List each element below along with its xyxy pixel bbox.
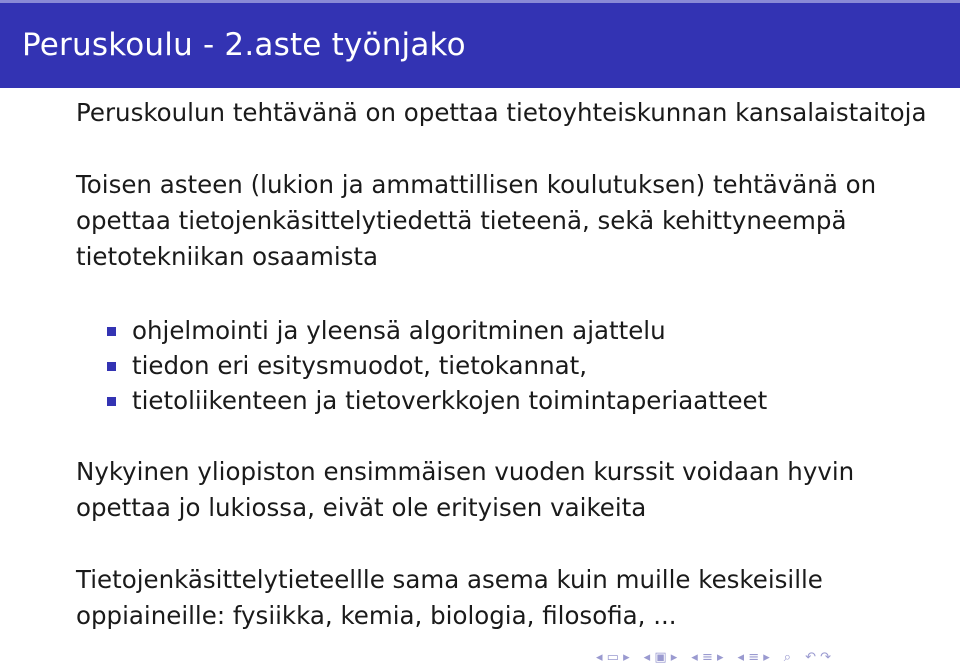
- forward-icon[interactable]: ↷: [820, 650, 832, 665]
- paragraph-peruskoulu: Peruskoulun tehtävänä on opettaa tietoyhteiskunnan kansalaistaitoja: [76, 98, 927, 127]
- bullet-square-icon: [107, 397, 116, 406]
- subsection-icon[interactable]: ▣: [654, 650, 667, 665]
- section-icon[interactable]: ≡: [701, 650, 713, 665]
- subsection-next-icon[interactable]: ▸: [670, 650, 678, 665]
- paragraph-yliopisto: Nykyinen yliopiston ensimmäisen vuoden kurssit voidaan hyvin opettaa jo lukiossa, eivät ole erityisen vaikeita: [76, 457, 855, 522]
- frame-next-icon[interactable]: ▸: [623, 650, 630, 665]
- bullet-list: [76, 313, 936, 418]
- bullet-square-icon: [107, 362, 116, 371]
- slide-title: Peruskoulu - 2.aste työnjako: [22, 27, 466, 63]
- document-prev-icon[interactable]: ◂: [737, 650, 745, 665]
- document-next-icon[interactable]: ▸: [763, 650, 770, 665]
- back-icon[interactable]: ↶: [805, 650, 816, 665]
- paragraph-asema: Tietojenkäsittelytieteellle sama asema kuin muille keskeisille oppiaineille: fysiikka, kemia, biologia, filosofia, ...: [76, 565, 823, 630]
- bullet-text: ohjelmointi ja yleensä algoritminen ajattelu: [132, 316, 666, 345]
- section-prev-icon[interactable]: ◂: [691, 650, 698, 665]
- beamer-navigation-bar: [596, 648, 831, 668]
- subsection-prev-icon[interactable]: ◂: [643, 650, 651, 665]
- list-item: [76, 348, 936, 383]
- search-icon[interactable]: ⌕: [783, 650, 792, 665]
- list-item: [76, 383, 936, 418]
- bullet-square-icon: [107, 327, 116, 336]
- list-item: [76, 313, 936, 348]
- paragraph-toinen-aste: Toisen asteen (lukion ja ammattillisen koulutuksen) tehtävänä on opettaa tietojenkäsittelytiedettä tieteenä, sekä kehittyneempä tietotekniikan osaamista: [76, 170, 877, 271]
- frame-prev-icon[interactable]: ◂: [596, 650, 603, 665]
- document-icon[interactable]: ≡: [748, 650, 760, 665]
- bullet-text: tiedon eri esitysmuodot, tietokannat,: [132, 351, 588, 380]
- bullet-text: tietoliikenteen ja tietoverkkojen toimintaperiaatteet: [132, 386, 768, 415]
- title-bar: [0, 0, 960, 88]
- section-next-icon[interactable]: ▸: [717, 650, 724, 665]
- slide-content: [76, 95, 936, 634]
- frame-icon[interactable]: ▭: [606, 650, 619, 665]
